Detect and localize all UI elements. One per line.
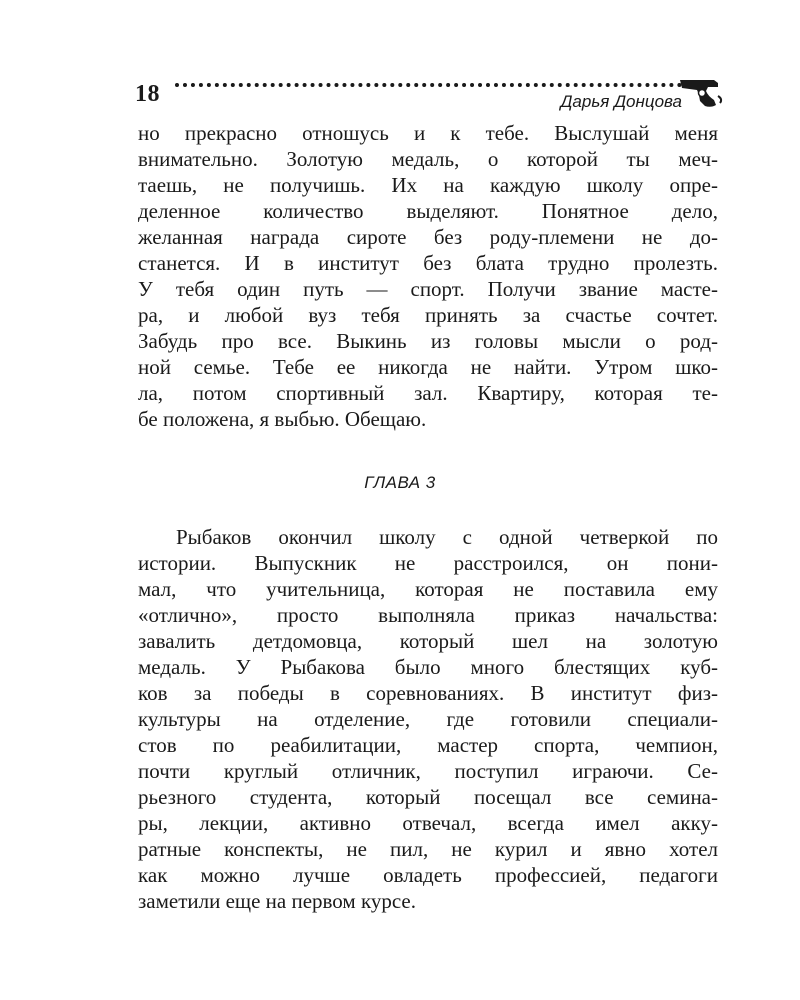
text-line: станется. И в институт без блата трудно пролезть. (138, 251, 718, 275)
text-line: как можно лучше овладеть профессией, педагоги (138, 863, 718, 887)
running-header-author: Дарья Донцова (560, 92, 682, 111)
text-line: ла, потом спортивный зал. Квартиру, которая те- (138, 381, 718, 405)
paragraph-2 (138, 524, 718, 914)
text-line: «отлично», просто выполняла приказ начальства: (138, 603, 718, 627)
text-line: рьезного студента, который посещал все семина- (138, 785, 718, 809)
text-line: ра, и любой вуз тебя принять за счастье сочтет. (138, 303, 718, 327)
text-line: стов по реабилитации, мастер спорта, чемпион, (138, 733, 718, 757)
chapter-heading: ГЛАВА 3 (364, 473, 436, 492)
page-number: 18 (135, 81, 160, 107)
header-dotted-rule (175, 83, 682, 87)
text-line: Рыбаков окончил школу с одной четверкой по (176, 525, 718, 549)
text-line: ратные конспекты, не пил, не курил и явно хотел (138, 837, 718, 861)
paragraph-1 (138, 120, 718, 432)
text-line: почти круглый отличник, поступил играючи. Се- (138, 759, 718, 783)
text-line: истории. Выпускник не расстроился, он пони- (138, 551, 718, 575)
text-line: заметили еще на первом курсе. (138, 889, 417, 913)
text-line: У тебя один путь — спорт. Получи звание масте- (138, 277, 718, 301)
text-line: ры, лекции, активно отвечал, всегда имел акку- (138, 811, 718, 835)
text-line: мал, что учительница, которая не поставила ему (138, 577, 718, 601)
text-line: бе положена, я выбью. Обещаю. (138, 407, 427, 431)
text-line: ков за победы в соревнованиях. В институт физ- (138, 681, 718, 705)
text-line: таешь, не получишь. Их на каждую школу опре- (138, 173, 718, 197)
text-line: ной семье. Тебе ее никогда не найти. Утром шко- (138, 355, 718, 379)
text-line: Забудь про все. Выкинь из головы мысли о род- (138, 329, 718, 353)
pistol-icon (678, 74, 724, 110)
text-line: завалить детдомовца, который шел на золотую (138, 629, 718, 653)
text-line: но прекрасно отношусь и к тебе. Выслушай меня (138, 121, 718, 145)
text-line: внимательно. Золотую медаль, о которой ты меч- (138, 147, 718, 171)
text-line: деленное количество выделяют. Понятное дело, (138, 199, 718, 223)
text-line: культуры на отделение, где готовили специали- (138, 707, 718, 731)
text-line: медаль. У Рыбакова было много блестящих куб- (138, 655, 718, 679)
text-line: желанная награда сироте без роду-племени не до- (138, 225, 718, 249)
